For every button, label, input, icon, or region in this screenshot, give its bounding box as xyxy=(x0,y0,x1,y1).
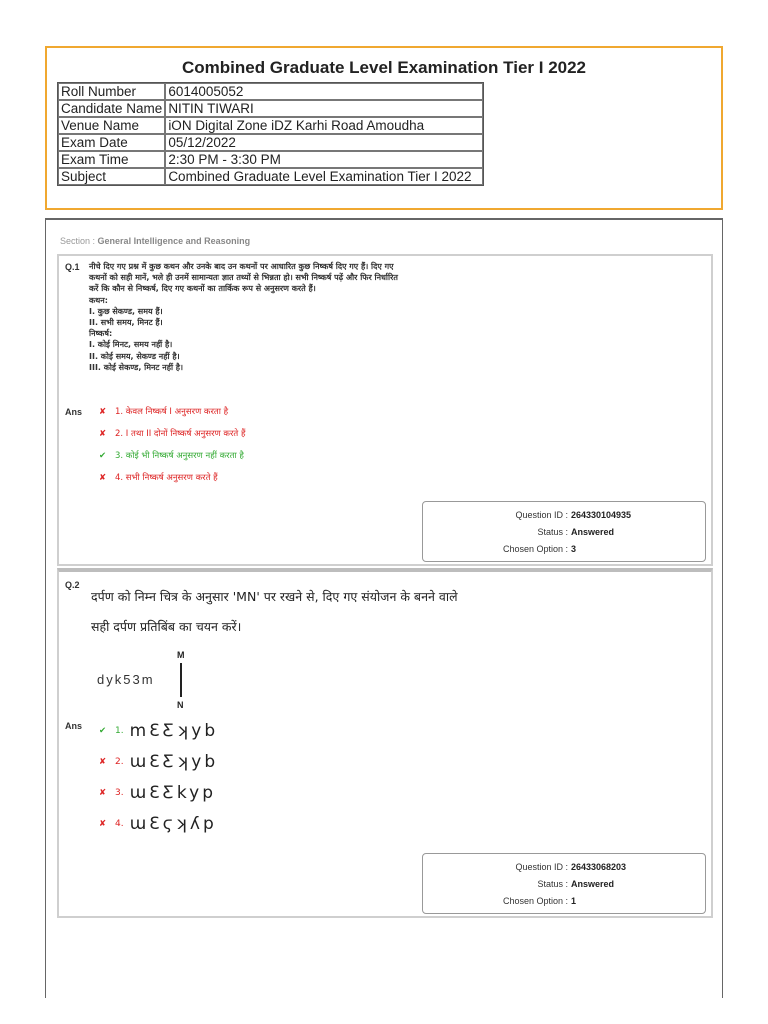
section-label xyxy=(60,236,250,246)
status-label: Status : xyxy=(537,527,568,537)
chosen-option-label: Chosen Option : xyxy=(502,544,568,554)
question-number: Q.1 xyxy=(65,262,80,272)
cross-icon: ✘ xyxy=(99,472,107,483)
exam-title: Combined Graduate Level Examination Tier I 2022 xyxy=(181,58,587,77)
info-value: 6014005052 xyxy=(165,83,483,100)
option-3 xyxy=(99,450,244,461)
table-row xyxy=(58,134,483,151)
info-label: Subject xyxy=(58,168,165,185)
question-line: कथन: xyxy=(89,295,108,305)
info-label: Venue Name xyxy=(58,117,165,134)
question-line: II. सभी समय, मिनट हैं। xyxy=(89,318,163,328)
option-4 xyxy=(99,814,217,834)
question-line: नीचे दिए गए प्रश्न में कुछ कथन और उनके बाद उन कथनों पर आधारित कुछ निष्कर्ष दिए गए हैं। दिए गए xyxy=(89,262,394,271)
option-1 xyxy=(99,721,218,741)
option-sequence: ɯƐϛʞʎp xyxy=(129,814,217,834)
option-number: 4. xyxy=(115,819,124,829)
question-line: करें कि कौन से निष्कर्ष, दिए गए कथनों का तार्किक रूप से अनुसरण करते हैं। xyxy=(89,284,316,294)
question-line: निष्कर्ष: xyxy=(89,329,113,339)
option-text: 2. I तथा II दोनों निष्कर्ष अनुसरण करते हैं xyxy=(115,429,246,439)
chosen-option: 1 xyxy=(571,896,577,906)
answer-label: Ans xyxy=(65,407,83,417)
option-2 xyxy=(99,428,246,439)
cross-icon: ✘ xyxy=(99,819,107,829)
status-box xyxy=(422,501,706,562)
question-id: 264330104935 xyxy=(571,510,632,520)
candidate-info-table xyxy=(57,82,484,186)
cross-icon: ✘ xyxy=(99,428,107,439)
table-row xyxy=(58,83,483,100)
option-number: 2. xyxy=(115,757,124,767)
option-sequence: ɯƐƸkyp xyxy=(129,783,217,803)
section-prefix: Section : xyxy=(60,236,96,246)
info-value: NITIN TIWARI xyxy=(165,100,483,117)
table-row xyxy=(58,151,483,168)
info-label: Candidate Name xyxy=(58,100,165,117)
status-value: Answered xyxy=(571,527,615,537)
question-text xyxy=(89,261,559,373)
chosen-option: 3 xyxy=(571,544,577,554)
question-id-label: Question ID : xyxy=(515,510,568,520)
info-value: 2:30 PM - 3:30 PM xyxy=(165,151,483,168)
question-line: I. कुछ सेकण्ड, समय हैं। xyxy=(89,306,163,316)
question-2 xyxy=(57,568,713,918)
question-line: II. कोई समय, सेकण्ड नहीं है। xyxy=(89,351,180,361)
section-name: General Intelligence and Reasoning xyxy=(97,236,251,246)
question-line: III. कोई सेकण्ड, मिनट नहीं है। xyxy=(89,362,184,372)
check-icon: ✔ xyxy=(99,450,107,461)
check-icon: ✔ xyxy=(99,726,107,736)
question-number: Q.2 xyxy=(65,580,80,590)
option-text: 3. कोई भी निष्कर्ष अनुसरण नहीं करता है xyxy=(115,451,244,461)
status-value: Answered xyxy=(571,879,615,889)
option-3 xyxy=(99,783,216,803)
cross-icon: ✘ xyxy=(99,406,107,417)
info-value: 05/12/2022 xyxy=(165,134,483,151)
status-box xyxy=(422,853,706,914)
option-number: 1. xyxy=(115,726,124,736)
info-value: Combined Graduate Level Examination Tier I 2022 xyxy=(165,168,483,185)
table-row xyxy=(58,100,483,117)
question-line: दर्पण को निम्न चित्र के अनुसार 'MN' पर रखने से, दिए गए संयोजन के बनने वाले xyxy=(91,589,458,604)
question-line: I. कोई मिनट, समय नहीं है। xyxy=(89,340,173,350)
option-2 xyxy=(99,752,218,772)
mirror-label-top: M xyxy=(177,650,185,660)
option-1 xyxy=(99,406,228,417)
question-line: कथनों को सही मानें, भले ही उनमें सामान्यतः ज्ञात तथ्यों से भिन्नता हो। सभी निष्कर्ष पढ़ें और फिर निर्धारित xyxy=(89,273,398,283)
cross-icon: ✘ xyxy=(99,757,107,767)
option-text: 1. केवल निष्कर्ष I अनुसरण करता है xyxy=(115,407,229,417)
figure-sequence: dyk53m xyxy=(97,672,155,687)
cross-icon: ✘ xyxy=(99,788,107,798)
info-label: Roll Number xyxy=(58,83,165,100)
option-text: 4. सभी निष्कर्ष अनुसरण करते हैं xyxy=(115,473,218,483)
question-paper xyxy=(45,218,723,998)
candidate-header xyxy=(45,46,723,210)
info-label: Exam Date xyxy=(58,134,165,151)
question-id: 26433068203 xyxy=(571,862,627,872)
question-id-label: Question ID : xyxy=(515,862,568,872)
option-4 xyxy=(99,472,218,483)
table-row xyxy=(58,117,483,134)
mirror-figure xyxy=(97,650,217,716)
mirror-label-bottom: N xyxy=(177,700,184,710)
question-line: सही दर्पण प्रतिबिंब का चयन करें। xyxy=(91,619,242,634)
table-row xyxy=(58,168,483,185)
chosen-option-label: Chosen Option : xyxy=(502,896,568,906)
option-number: 3. xyxy=(115,788,124,798)
info-value: iON Digital Zone iDZ Karhi Road Amoudha xyxy=(165,117,483,134)
mirror-line xyxy=(180,663,182,697)
option-sequence: ɯƐƸʞyb xyxy=(129,752,219,772)
question-text xyxy=(91,582,691,642)
answer-label: Ans xyxy=(65,721,83,731)
question-1 xyxy=(57,254,713,566)
status-label: Status : xyxy=(537,879,568,889)
info-label: Exam Time xyxy=(58,151,165,168)
option-sequence: mƐƸʞyb xyxy=(129,721,219,741)
